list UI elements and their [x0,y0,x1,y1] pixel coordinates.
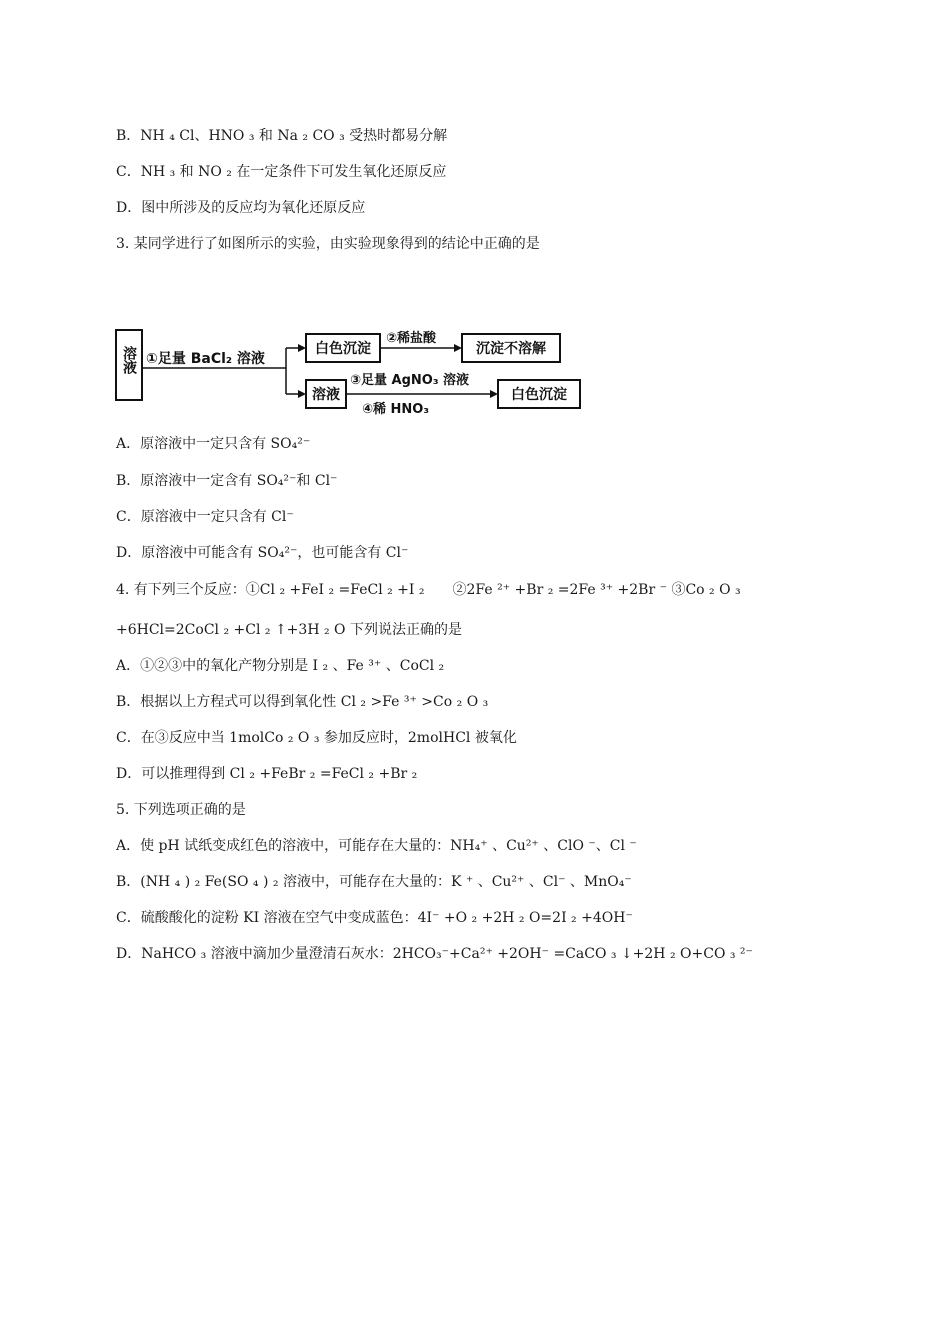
q5-option-a: A．使 pH 试纸变成红色的溶液中，可能存在大量的：NH₄⁺ 、Cu²⁺ 、ClO ⁻、Cl ⁻ [116,838,637,854]
question-3: 3. 某同学进行了如图所示的实验，由实验现象得到的结论中正确的是 [116,236,540,252]
precipitate1-label: 白色沉淀 [315,341,371,357]
q3-option-b: B．原溶液中一定含有 SO₄²⁻和 Cl⁻ [116,473,338,489]
question-4-cont: +6HCl=2CoCl ₂ +Cl ₂ ↑+3H ₂ O 下列说法正确的是 [116,622,462,638]
step4-label: ④稀 HNO₃ [362,402,430,417]
q4-option-c: C．在③反应中当 1molCo ₂ O ₃ 参加反应时，2molHCl 被氧化 [116,730,517,746]
solution-box-label: 溶液 [312,387,340,403]
step2-label: ②稀盐酸 [386,331,437,346]
step3-label: ③足量 AgNO₃ 溶液 [350,373,470,388]
q4-option-d: D．可以推理得到 Cl ₂ +FeBr ₂ =FeCl ₂ +Br ₂ [116,766,418,782]
line-b-decomposition: B．NH ₄ Cl、HNO ₃ 和 Na ₂ CO ₃ 受热时都易分解 [116,128,448,144]
q4-option-b: B．根据以上方程式可以得到氧化性 Cl ₂ >Fe ³⁺ >Co ₂ O ₃ [116,694,489,710]
result1-label: 沉淀不溶解 [476,341,546,357]
precipitate2-label: 白色沉淀 [511,387,567,403]
q5-option-b: B．(NH ₄ ) ₂ Fe(SO ₄ ) ₂ 溶液中，可能存在大量的：K ⁺ 、Cu²⁺ 、Cl⁻ 、MnO₄⁻ [116,874,632,890]
start-box-label: 溶液 [121,346,137,374]
line-d-all-redox: D．图中所涉及的反应均为氧化还原反应 [116,200,366,216]
q3-option-c: C．原溶液中一定只含有 Cl⁻ [116,509,294,525]
experiment-flow-diagram [114,318,594,418]
question-5: 5. 下列选项正确的是 [116,802,246,818]
q5-option-c: C．硫酸酸化的淀粉 KI 溶液在空气中变成蓝色：4I⁻ +O ₂ +2H ₂ O=2I ₂ +4OH⁻ [116,910,633,926]
q3-option-d: D．原溶液中可能含有 SO₄²⁻，也可能含有 Cl⁻ [116,545,409,561]
question-4: 4. 有下列三个反应：①Cl ₂ +FeI ₂ =FeCl ₂ +I ₂ ②2Fe ²⁺ +Br ₂ =2Fe ³⁺ +2Br ⁻ ③Co ₂ O ₃ [116,582,741,598]
q3-option-a: A．原溶液中一定只含有 SO₄²⁻ [116,436,311,452]
q4-option-a: A．①②③中的氧化产物分别是 I ₂ 、Fe ³⁺ 、CoCl ₂ [116,658,445,674]
line-c-redox: C．NH ₃ 和 NO ₂ 在一定条件下可发生氧化还原反应 [116,164,447,180]
step1-label: ①足量 BaCl₂ 溶液 [146,351,265,367]
q5-option-d: D．NaHCO ₃ 溶液中滴加少量澄清石灰水：2HCO₃⁻+Ca²⁺ +2OH⁻ =CaCO ₃ ↓+2H ₂ O+CO ₃ ²⁻ [116,946,753,962]
